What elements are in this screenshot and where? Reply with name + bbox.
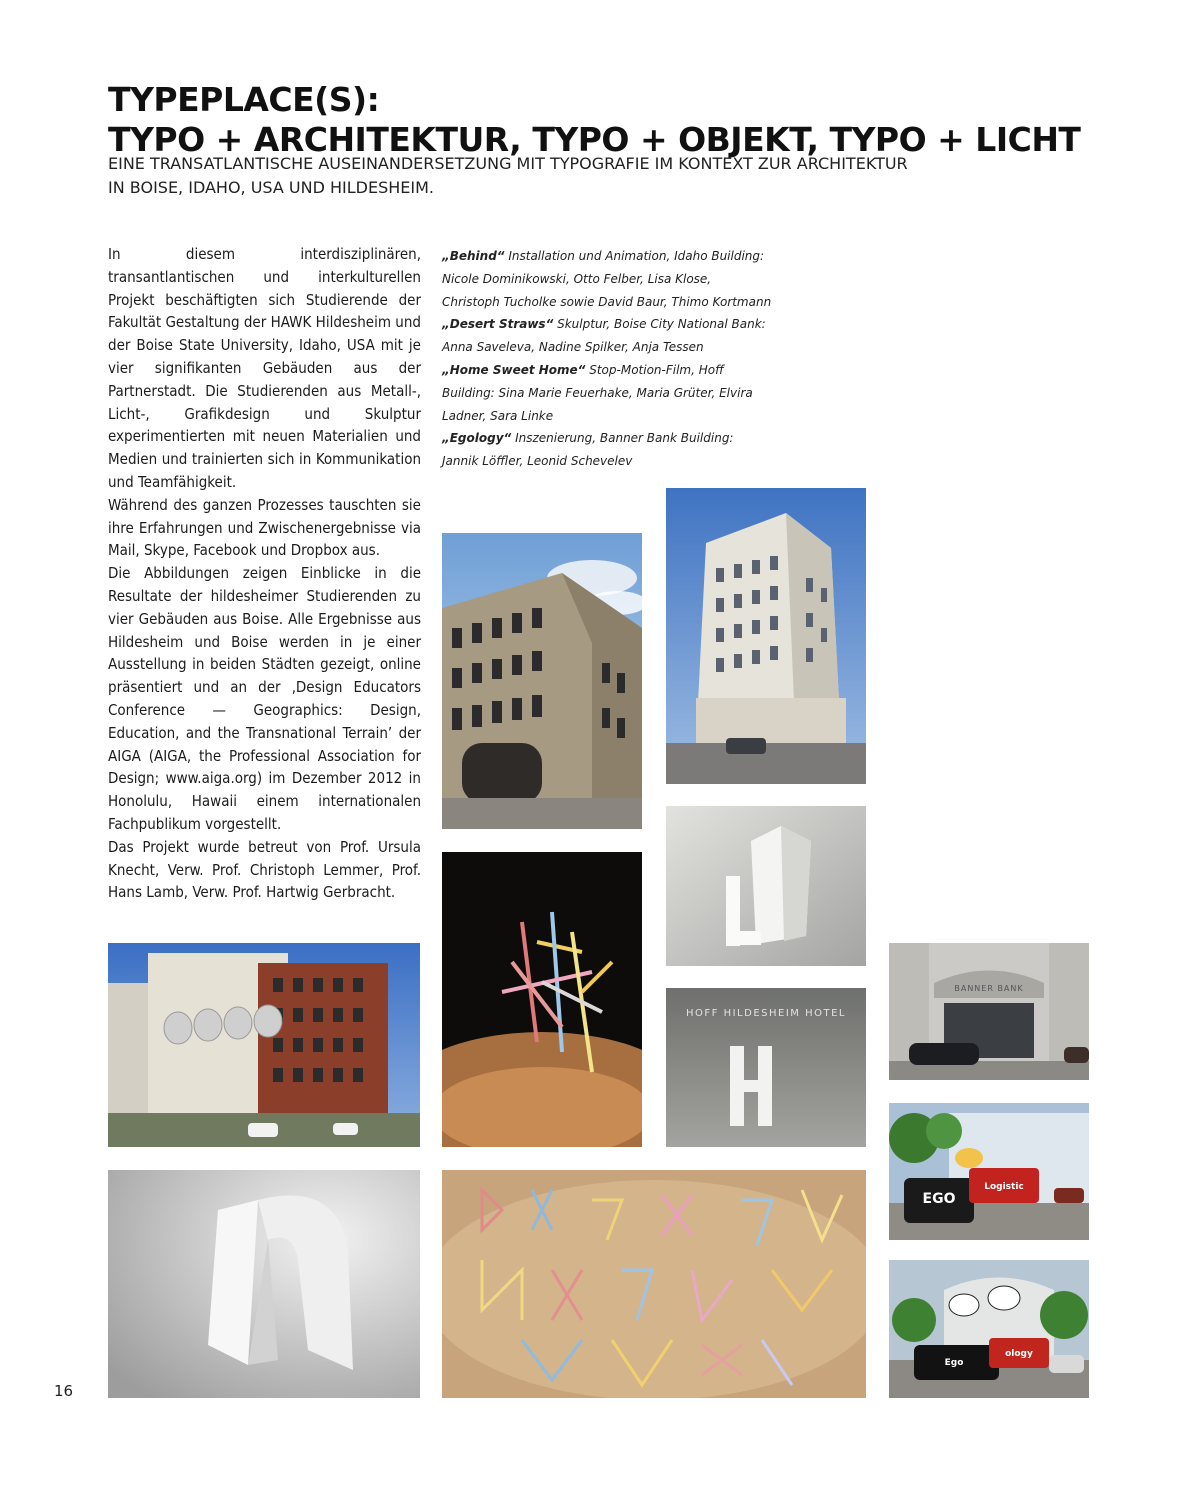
photo-white-tower: [666, 488, 866, 784]
ego-label: EGO: [922, 1191, 956, 1207]
page-title: [108, 80, 1080, 160]
body-paragraph-4: Das Projekt wurde betreut von Prof. Ursula Knecht, Verw. Prof. Christoph Lemmer, Prof. Hans Lamb, Verw. Prof. Hartwig Gerbracht.: [108, 837, 421, 902]
photo-folded-letter: [108, 1170, 420, 1398]
ology-label: ology: [1005, 1349, 1033, 1359]
photo-stone-building: [442, 533, 642, 829]
subtitle: EINE TRANSATLANTISCHE AUSEINANDERSETZUNG MIT TYPOGRAFIE IM KONTEXT ZUR ARCHITEKTUR IN BOISE, IDAHO, USA UND HILDESHEIM.: [108, 154, 908, 197]
photo-bank-facade: [889, 943, 1089, 1080]
photo-straw-lettering: [442, 1170, 866, 1398]
body-text: [108, 243, 421, 904]
bank-sign-text: BANNER BANK: [954, 984, 1024, 993]
credit-desert-straws: [442, 313, 772, 359]
credit-text: Stop-Motion-Film, Hoff Building: Sina Marie Feuerhake, Maria Grüter, Elvira Ladner, Sara Linke: [442, 362, 753, 423]
credits-list: [442, 245, 772, 473]
credit-text: Inszenierung, Banner Bank Building: Jannik Löffler, Leonid Schevelev: [442, 431, 734, 469]
hotel-sign-text: HOFF HILDESHEIM HOTEL: [686, 1008, 846, 1019]
logistic-label: Logistic: [984, 1182, 1024, 1192]
credit-text: Skulptur, Boise City National Bank: Anna Saveleva, Nadine Spilker, Anja Tessen: [442, 317, 766, 355]
photo-straws-sculpture: [442, 852, 642, 1147]
credit-egology: [442, 427, 772, 473]
page-number: 16: [54, 1382, 74, 1400]
photo-white-model: [666, 806, 866, 966]
credit-behind: [442, 245, 772, 313]
photo-building-dishes: [108, 943, 420, 1147]
photo-ego-scene-2: [889, 1260, 1089, 1398]
credit-title: „Egology“: [442, 431, 512, 446]
body-paragraph-1: In diesem interdisziplinären, transantlantischen und interkulturellen Projekt beschäftigten sich Studierende der Fakultät Gestaltung der HAWK Hildesheim und der Boise State University, Idaho, USA mit je vier signifikanten Gebäuden aus der Partnerstadt. Die Studierenden aus Metall-, Licht-, Grafikdesign und Skulptur experimentierten mit neuen Materialien und Medien und trainierten sich in Kommunikation und Teamfähigkeit.: [108, 245, 421, 491]
credit-text: Installation und Animation, Idaho Building: Nicole Dominikowski, Otto Felber, Lisa Klose, Christoph Tucholke sowie David Baur, Thimo Kortmann: [442, 249, 772, 309]
credit-title: „Behind“: [442, 249, 505, 263]
body-paragraph-2: Während des ganzen Prozesses tauschten sie ihre Erfahrungen und Zwischenergebnisse via Mail, Skype, Facebook und Dropbox aus.: [108, 495, 421, 560]
photo-hoff-hotel: [666, 988, 866, 1147]
credit-home-sweet-home: [442, 359, 772, 427]
credit-title: „Desert Straws“: [442, 317, 554, 332]
photo-ego-scene: [889, 1103, 1089, 1240]
body-paragraph-3: Die Abbildungen zeigen Einblicke in die Resultate der hildesheimer Studierenden zu vier Gebäuden aus Boise. Alle Ergebnisse aus Hildesheim und Boise werden in je einer Ausstellung in beiden Städten gezeigt, online präsentiert und an der ‚Design Educators Conference — Geographics: Design, Education, and the Transnational Terrain’ der AIGA (AIGA, the Professional Association for Design; www.aiga.org) im Dezember 2012 in Honolulu, Hawaii einem internationalen Fachpublikum vorgestellt.: [108, 564, 421, 833]
ego-label-2: Ego: [944, 1358, 964, 1368]
title-line-2: TYPO + ARCHITEKTUR, TYPO + OBJEKT, TYPO + LICHT: [108, 120, 1081, 159]
title-line-1: TYPEPLACE(S):: [108, 80, 380, 119]
credit-title: „Home Sweet Home“: [442, 362, 586, 377]
